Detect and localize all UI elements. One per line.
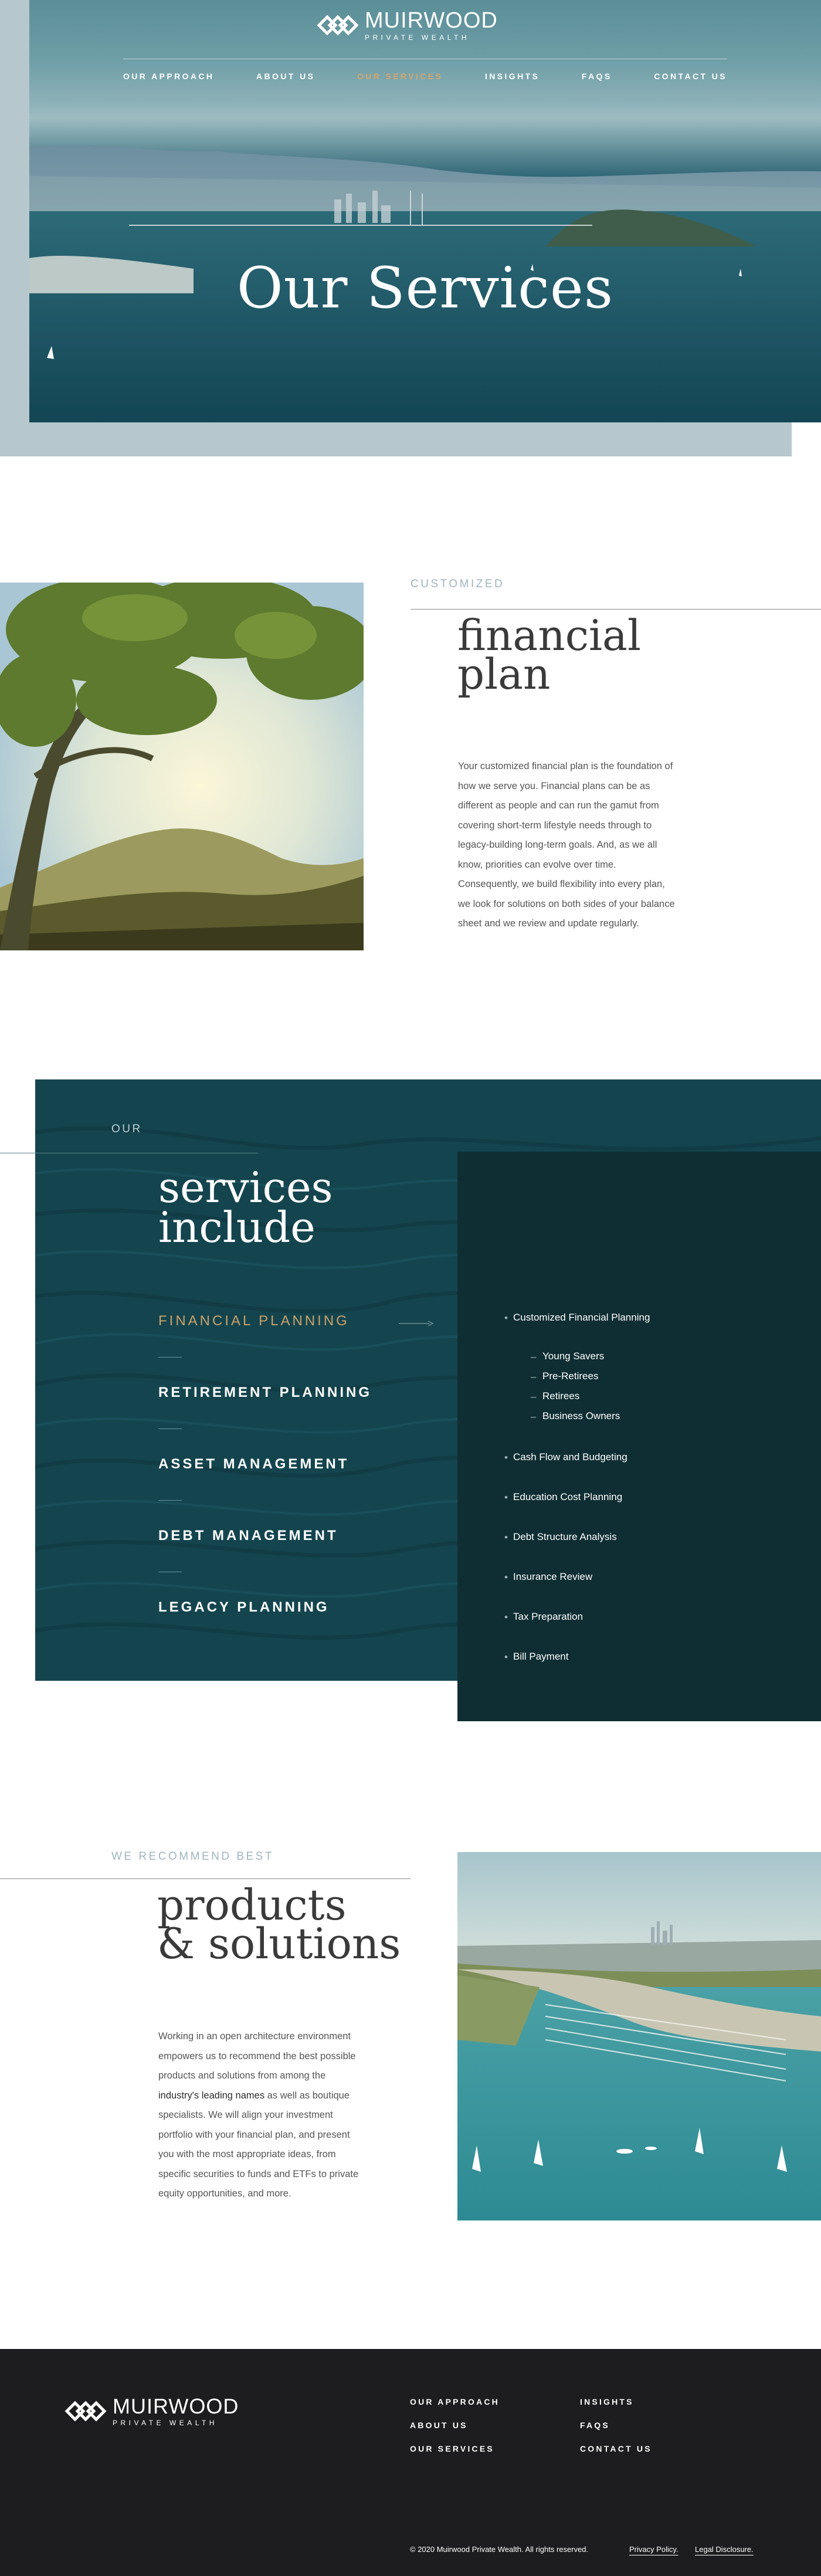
tree-landscape-image [0,583,364,950]
arrow-right-icon [399,1321,434,1326]
footer-logo[interactable] [65,2396,239,2426]
nav-insights[interactable]: INSIGHTS [484,72,540,81]
footer-link-faqs[interactable]: FAQS [580,2421,610,2430]
main-nav [123,72,727,81]
harbor-image [457,1852,821,2220]
nav-our-services[interactable]: OUR SERVICES [357,72,443,81]
list-item: • Cash Flow and Budgeting [504,1451,627,1463]
brand-name: MUIRWOOD [365,8,498,33]
products-body-text: Working in an open architecture environment empowers us to recommend the best possible products and solutions from among the [158,2031,356,2081]
financial-plan-title-line2: plan [457,649,551,699]
muirwood-logo-icon [65,2397,107,2425]
tab-debt-management[interactable]: DEBT MANAGEMENT [158,1528,338,1543]
financial-plan-title-line1: financial [457,611,641,660]
tab-retirement-planning[interactable]: RETIREMENT PLANNING [158,1385,372,1400]
list-item: • Customized Financial Planning [504,1312,650,1323]
footer-link-contact-us[interactable]: CONTACT US [580,2444,652,2453]
products-title-line2: & solutions [157,1919,401,1969]
products-rule [0,1878,410,1879]
list-item: • Insurance Review [504,1571,593,1583]
category-divider [158,1357,182,1358]
bay-landscape-image [29,0,821,422]
nav-about-us[interactable]: ABOUT US [256,72,315,81]
nav-our-approach[interactable]: OUR APPROACH [123,72,215,81]
products-eyebrow: WE RECOMMEND BEST [111,1850,274,1863]
footer-link-our-approach[interactable]: OUR APPROACH [410,2397,500,2406]
financial-plan-eyebrow: CUSTOMIZED [410,578,505,590]
products-title [157,1880,401,1969]
hero-banner [29,0,821,422]
products-body [158,2027,361,2204]
services-title-line1: services [158,1163,333,1212]
privacy-policy-link[interactable]: Privacy Policy. [629,2545,678,2554]
financial-plan-rule [410,609,821,610]
services-title [158,1163,333,1253]
legal-disclosure-link[interactable]: Legal Disclosure. [695,2545,754,2554]
category-divider [158,1500,182,1501]
nav-faqs[interactable]: FAQS [581,72,612,81]
services-eyebrow: OUR [111,1123,143,1135]
financial-plan-title [457,611,641,699]
list-item: • Bill Payment [504,1651,569,1663]
products-title-line1: products [157,1880,347,1930]
list-item: – Pre-Retirees [531,1370,599,1382]
nav-contact-us[interactable]: CONTACT US [654,72,727,81]
services-list-panel [457,1152,821,1721]
footer-link-about-us[interactable]: ABOUT US [410,2421,468,2430]
brand-tagline: PRIVATE WEALTH [365,33,470,42]
footer-link-insights[interactable]: INSIGHTS [580,2397,634,2406]
list-item: – Business Owners [531,1410,620,1422]
list-item: – Young Savers [531,1350,605,1362]
services-title-line2: include [158,1203,315,1253]
footer-brand-name: MUIRWOOD [113,2394,239,2418]
tab-asset-management[interactable]: ASSET MANAGEMENT [158,1456,350,1472]
footer [0,2349,821,2576]
footer-link-our-services[interactable]: OUR SERVICES [410,2444,494,2453]
copyright-text: © 2020 Muirwood Private Wealth. All rights reserved. [410,2545,589,2554]
page-title: Our Services [236,255,614,321]
list-item: • Debt Structure Analysis [504,1531,617,1543]
footer-brand-tagline: PRIVATE WEALTH [113,2419,218,2427]
list-item: • Tax Preparation [504,1611,583,1623]
brand-logo[interactable] [317,9,498,41]
products-body-text-2: as well as boutique specialists. We will align your investment portfolio with your financial plan, and present you with the most appropriate ideas, from specific securities to funds and ETFs to private equity opportunities, and more. [158,2090,359,2199]
financial-plan-body: Your customized financial plan is the foundation of how we serve you. Financial plans can be as different as people and can run the gamut from covering short-term lifestyle needs through to legacy-building long-term goals. And, as we all know, priorities can evolve over time. Consequently, we build flexibility into every plan, we look for solutions on both sides of your balance sheet and we review and update regularly. [458,761,675,929]
tab-financial-planning[interactable]: FINANCIAL PLANNING [158,1313,350,1329]
products-body-highlight: industry's leading names [158,2090,265,2101]
list-item: – Retirees [531,1390,580,1402]
list-item: • Education Cost Planning [504,1491,623,1503]
muirwood-logo-icon [317,11,359,39]
tab-legacy-planning[interactable]: LEGACY PLANNING [158,1599,330,1615]
